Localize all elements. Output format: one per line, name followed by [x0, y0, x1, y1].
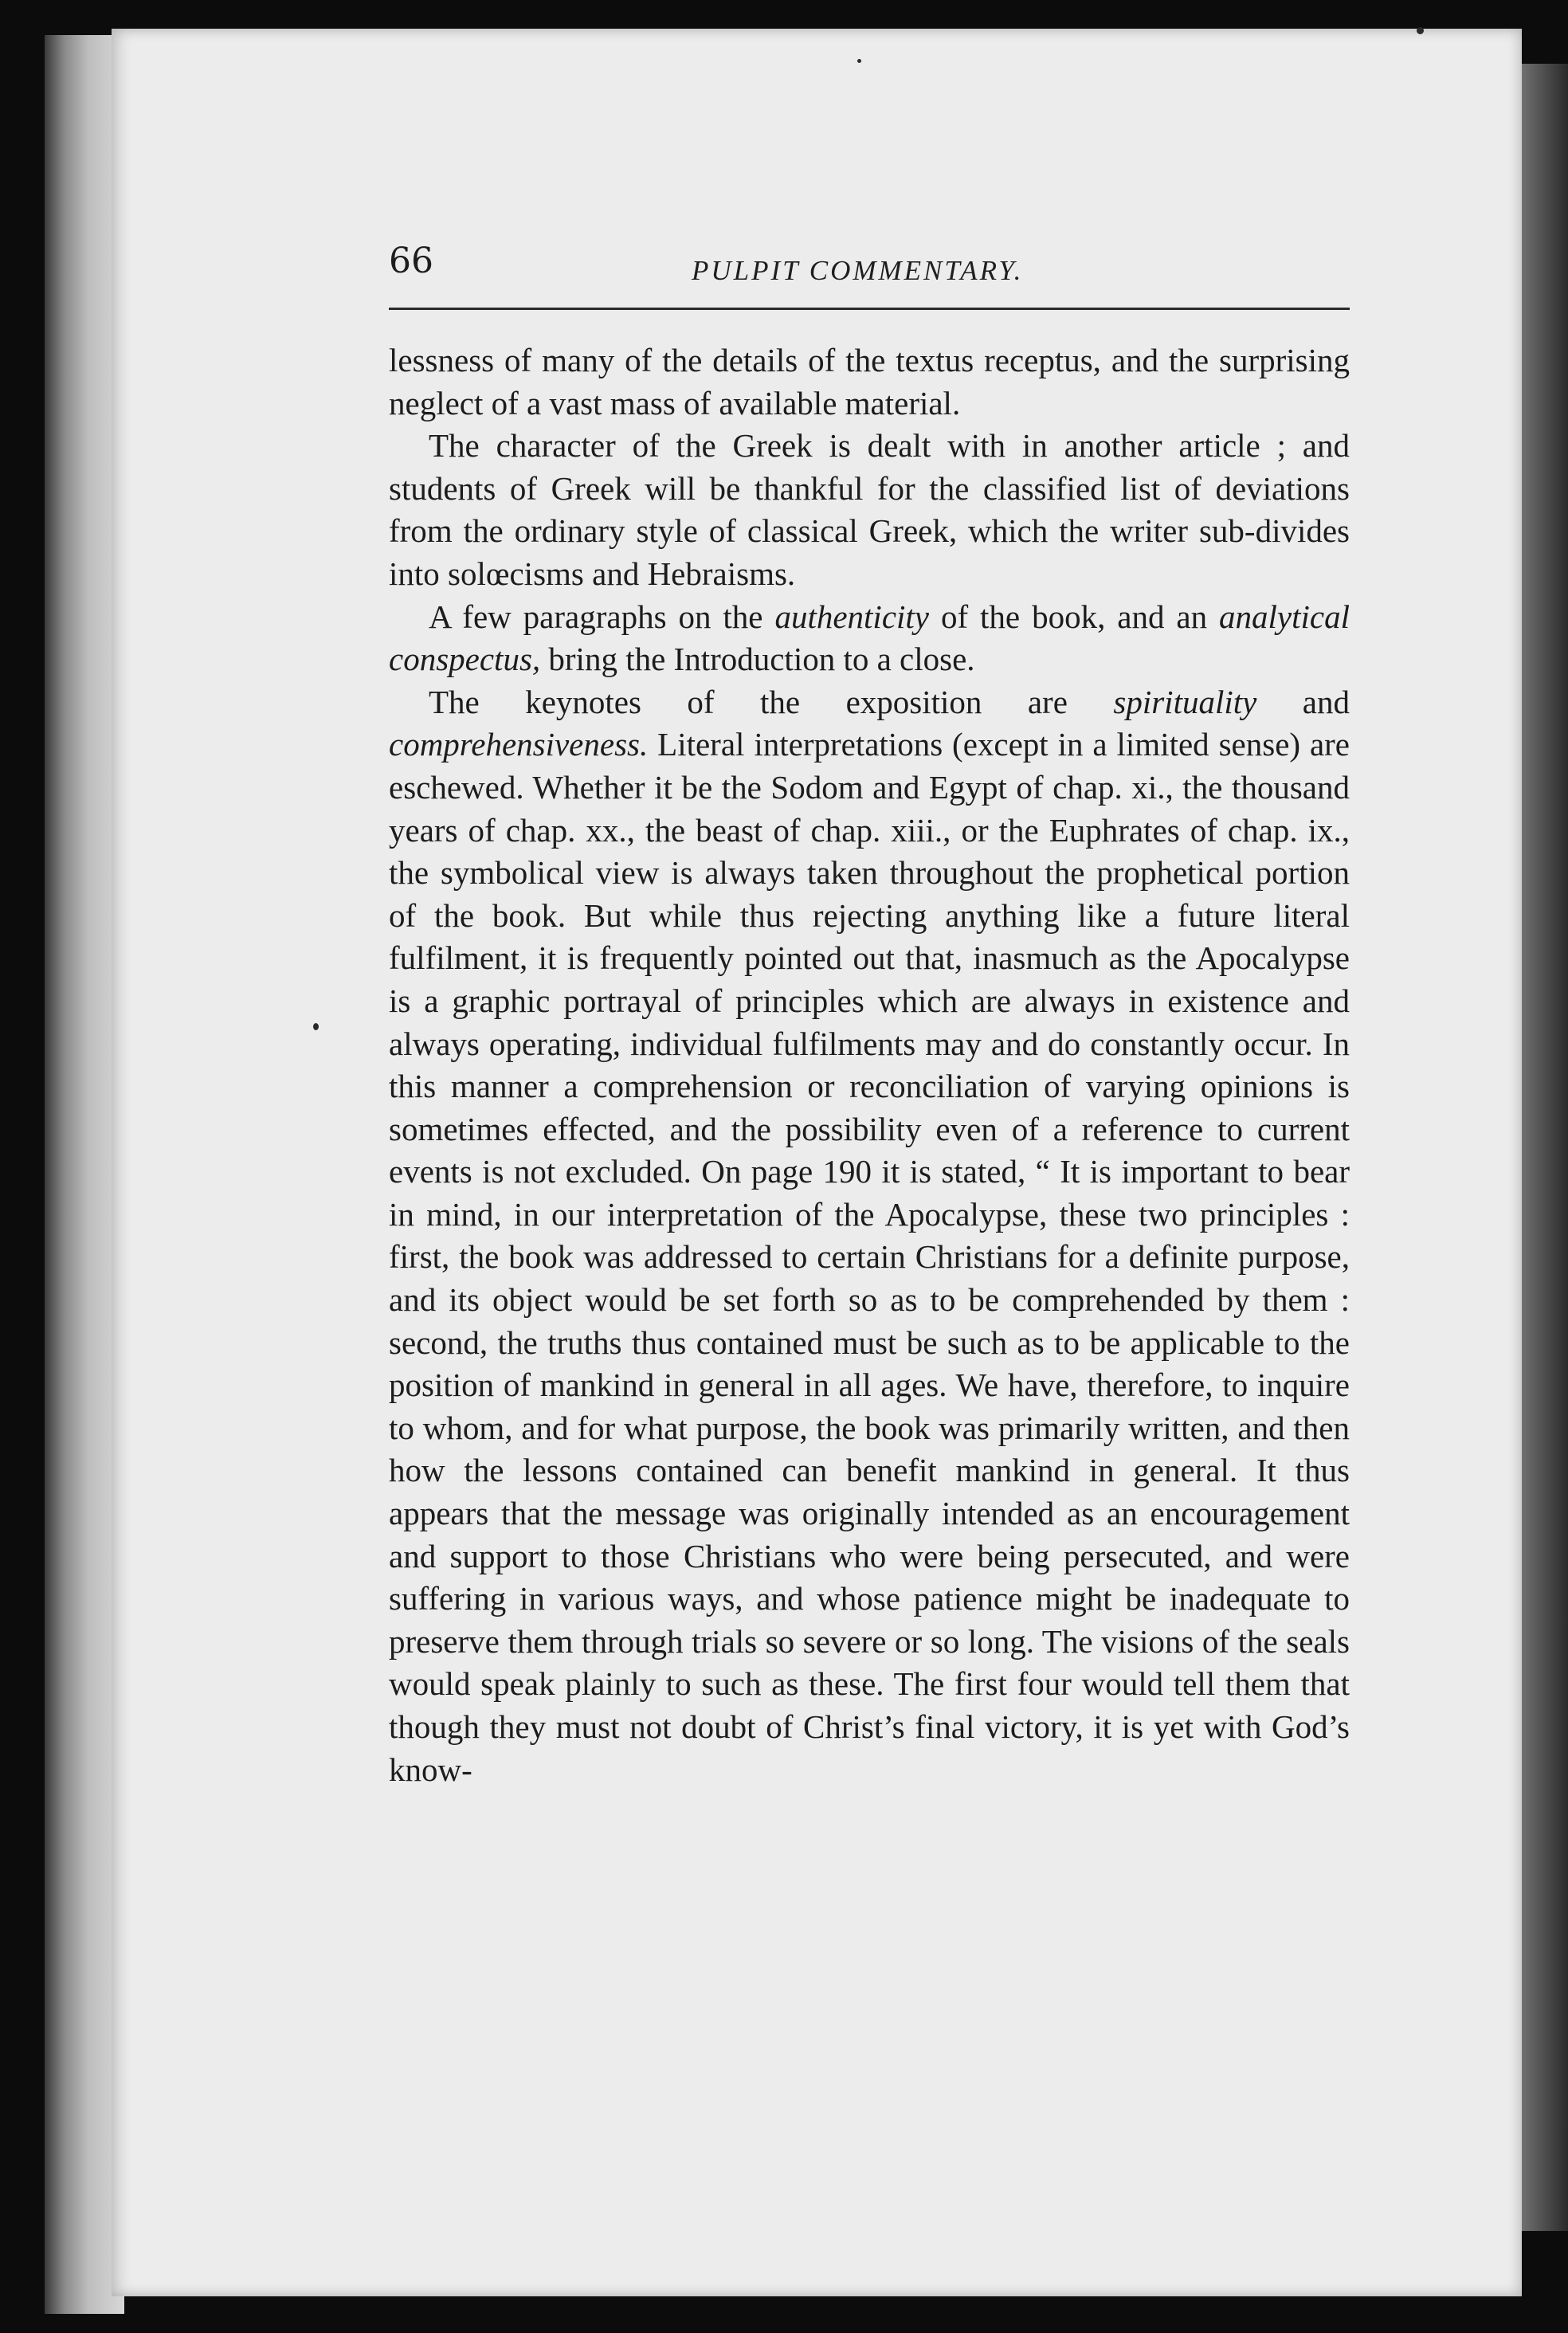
- paragraph: lessness of many of the details of the textus receptus, and the surprising neglect of a vast mass of available material.: [389, 342, 1350, 422]
- italic-term: authenticity: [774, 598, 930, 635]
- running-title: PULPIT COMMENTARY.: [692, 255, 1024, 286]
- text-run: and: [1256, 683, 1350, 720]
- italic-term: spirituality: [1113, 683, 1257, 720]
- page-speck: [1417, 27, 1424, 34]
- italic-term: analytical conspectus,: [389, 598, 1350, 678]
- text-run: of the book, and an: [929, 598, 1220, 635]
- page-speck: [313, 1023, 319, 1030]
- text-run: The keynotes of the exposition are: [429, 683, 1114, 720]
- text-run: Literal interpretations (except in a limited sense) are eschewed. Whether it be the Sodom and Egypt of chap. xi., the thousand years of chap. xx., the beast of chap. xiii., or the Euphrates of chap. ix., the symbolical view is always taken throughout the prophetical portion of the book. But while thus rejecting anything like a future literal fulfilment, it is frequently pointed out that, inasmuch as the Apocalypse is a graphic portrayal of principles which are always in existence and always operating, individual fulfilments may and do constantly occur. In this manner a comprehension or reconciliation of varying opinions is sometimes effected, and the possibility even of a reference to current events is not excluded. On page 190 it is stated, “ It is important to bear in mind, in our interpretation of the Apocalypse, these two principles : first, the book was addressed to certain Christians for a definite purpose, and its object would be set forth so as to be comprehended by them : second, the truths thus contained must be such as to be applicable to the position of mankind in general in all ages. We have, therefore, to inquire to whom, and for what purpose, the book was primarily written, and then how the lessons contained can benefit mankind in general. It thus appears that the message was originally intended as an encouragement and support to those Christians who were being persecuted, and were suffering in various ways, and whose patience might be inadequate to preserve them through trials so severe or so long. The visions of the seals would speak plainly to such as these. The first four would tell them that though they must not doubt of Christ’s final victory, it is yet with God’s know-: [389, 726, 1350, 1788]
- paragraph: [389, 596, 1350, 681]
- paragraph: The character of the Greek is dealt with in another article ; and students of Greek will be thankful for the classified list of deviations from the ordinary style of classical Greek, which the writer sub-divides into solœcisms and Hebraisms.: [389, 427, 1350, 592]
- italic-term: comprehensiveness.: [389, 726, 649, 763]
- paragraph: [389, 681, 1350, 1791]
- page-speck: [857, 59, 861, 63]
- header-rule: [389, 308, 1350, 310]
- text-run: A few paragraphs on the: [429, 598, 775, 635]
- running-head: [389, 241, 1350, 288]
- page-number: 66: [389, 241, 433, 281]
- text-run: bring the Introduction to a close.: [540, 641, 975, 678]
- body-text: [389, 339, 1350, 1791]
